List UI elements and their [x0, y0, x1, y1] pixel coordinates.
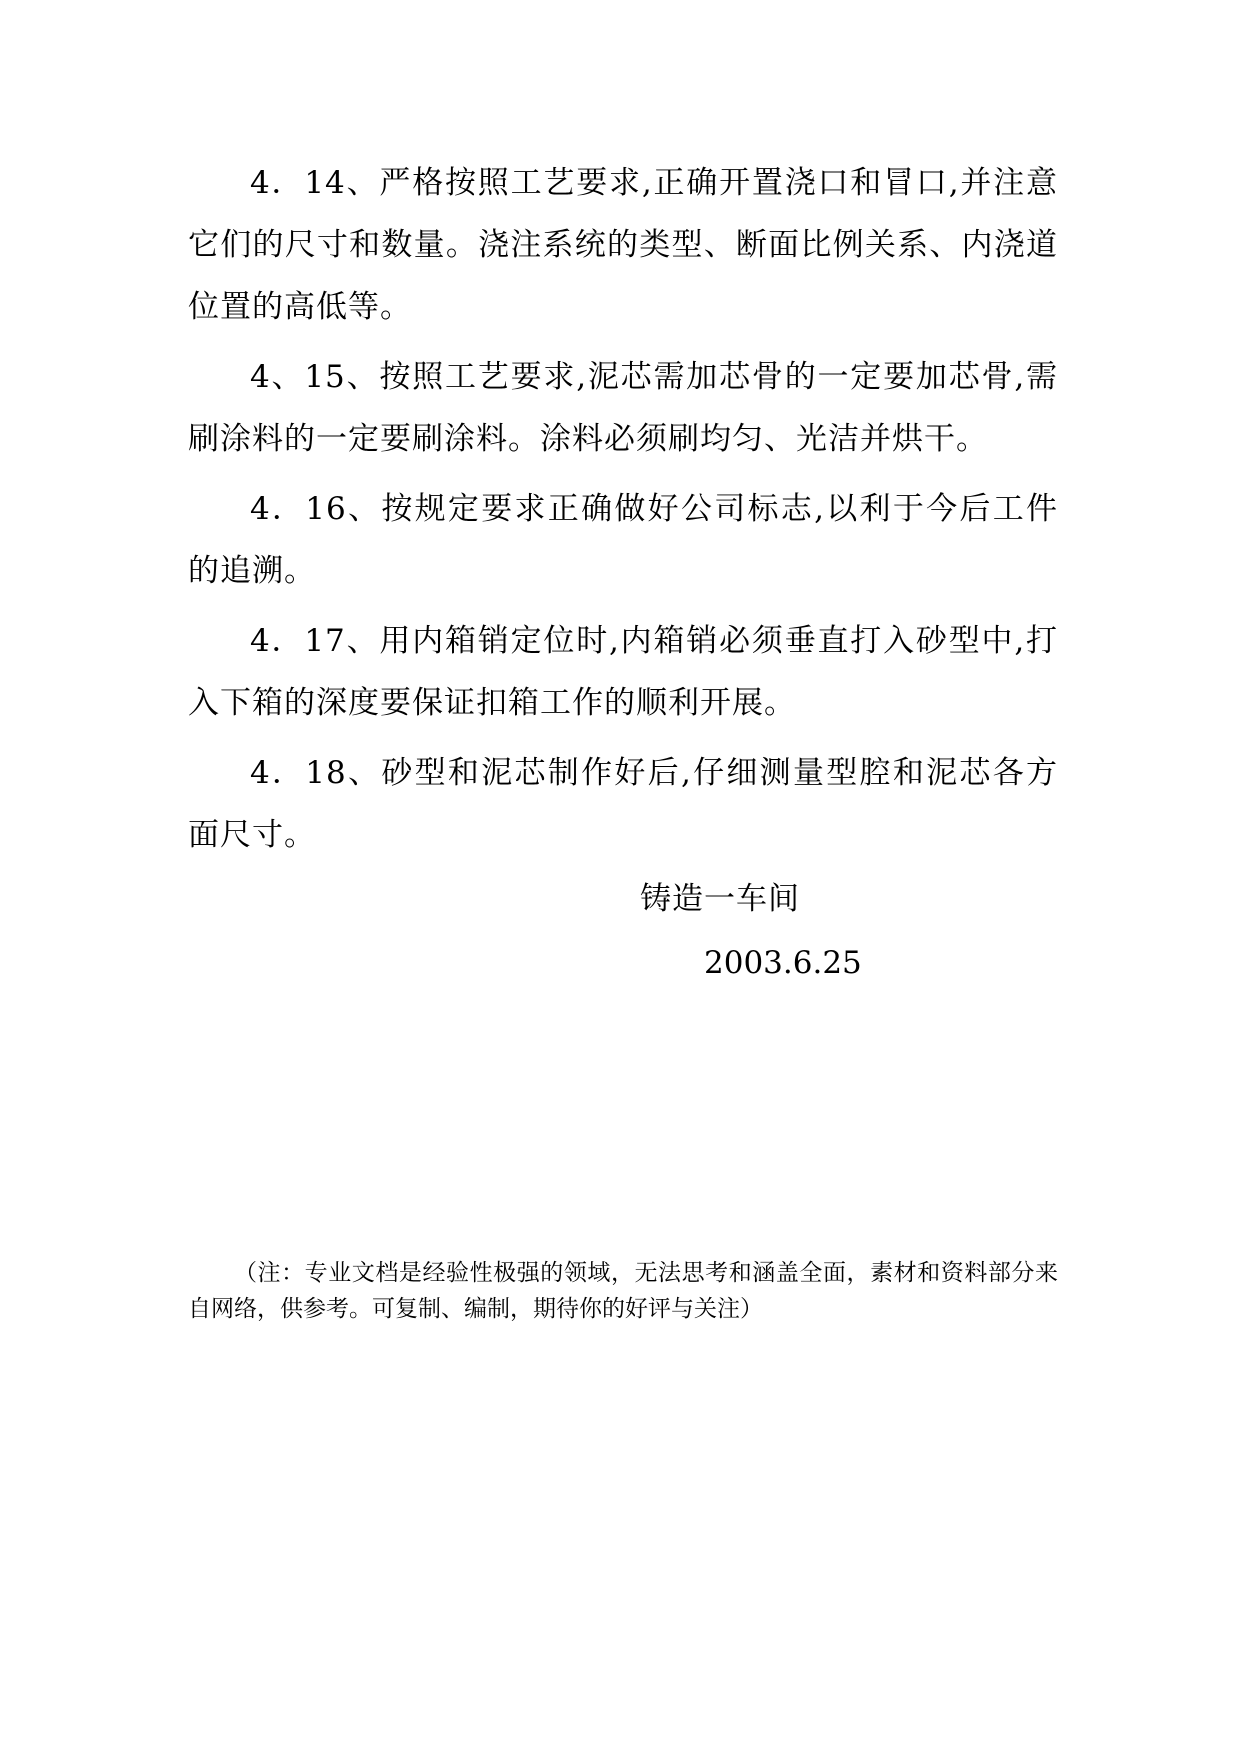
signature-date: 2003.6.25	[704, 945, 862, 981]
signature-department: 铸造一车间	[640, 881, 800, 917]
paragraph-4-18: 4．18、砂型和泥芯制作好后,仔细测量型腔和泥芯各方面尺寸。	[188, 755, 1058, 853]
paragraph-4-15: 4、15、按照工艺要求,泥芯需加芯骨的一定要加芯骨,需刷涂料的一定要刷涂料。涂料必须刷均匀、光洁并烘干。	[188, 359, 1058, 457]
paragraph-4-16: 4．16、按规定要求正确做好公司标志,以利于今后工件的追溯。	[188, 491, 1058, 589]
footer-note: （注：专业文档是经验性极强的领域，无法思考和涵盖全面，素材和资料部分来自网络，供参考。可复制、编制，期待你的好评与关注）	[188, 1260, 1058, 1322]
paragraph-4-17: 4．17、用内箱销定位时,内箱销必须垂直打入砂型中,打入下箱的深度要保证扣箱工作的顺利开展。	[188, 623, 1058, 721]
document-body	[188, 152, 1058, 874]
paragraph-4-14: 4．14、严格按照工艺要求,正确开置浇口和冒口,并注意它们的尺寸和数量。浇注系统的类型、断面比例关系、内浇道位置的高低等。	[188, 165, 1058, 325]
